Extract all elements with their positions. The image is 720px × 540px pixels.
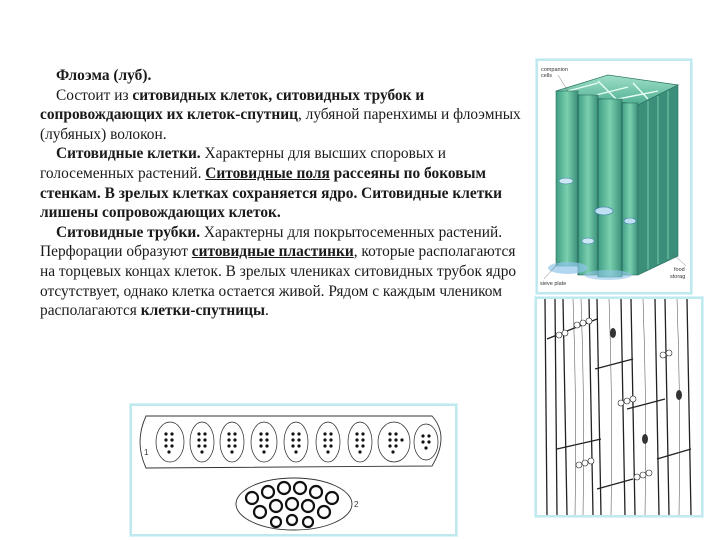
label-sieve-plate: sieve plate: [540, 281, 567, 287]
label-food: food: [674, 267, 685, 273]
sieve-plates-drawing: [132, 406, 455, 534]
main-text: [40, 66, 530, 321]
phloem-3d-figure: [538, 61, 690, 292]
phloem-3d-drawing: [538, 61, 690, 292]
label-figure-1: 1: [144, 448, 149, 457]
paragraph-sieve-tubes: Ситовидные трубки. Характерны для покрытосеменных растений. Перфорации образуют ситовидные пластинки, которые располагаются на торцевых концах клеток. В зрелых члениках ситовидных трубок ядро отсутствует, однако клетка остается живой. Рядом с каждым члеником располагаются клетки-спутницы.: [40, 223, 517, 320]
label-companion-cells: companion cells: [541, 67, 568, 79]
label-storage: storag: [670, 274, 686, 280]
paragraph-sieve-cells: Ситовидные клетки. Характерны для высших споровых и голосеменных растений. Ситовидные поля рассеяны по боковым стенкам. В зрелых клетках сохраняется ядро. Ситовидные клетки лишены сопровождающих клеток.: [40, 145, 502, 222]
paragraph-composition: Состоит из ситовидных клеток, ситовидных трубок и сопровождающих их клеток-спутниц, лубяной паренхимы и флоэмных (лубяных) волокон.: [40, 86, 521, 143]
sieve-tube-line-drawing: [537, 299, 701, 515]
sieve-plates-figure: [132, 406, 455, 534]
sieve-tube-drawing-figure: [537, 299, 701, 515]
title: Флоэма (луб).: [56, 67, 152, 84]
label-figure-2: 2: [354, 500, 359, 509]
